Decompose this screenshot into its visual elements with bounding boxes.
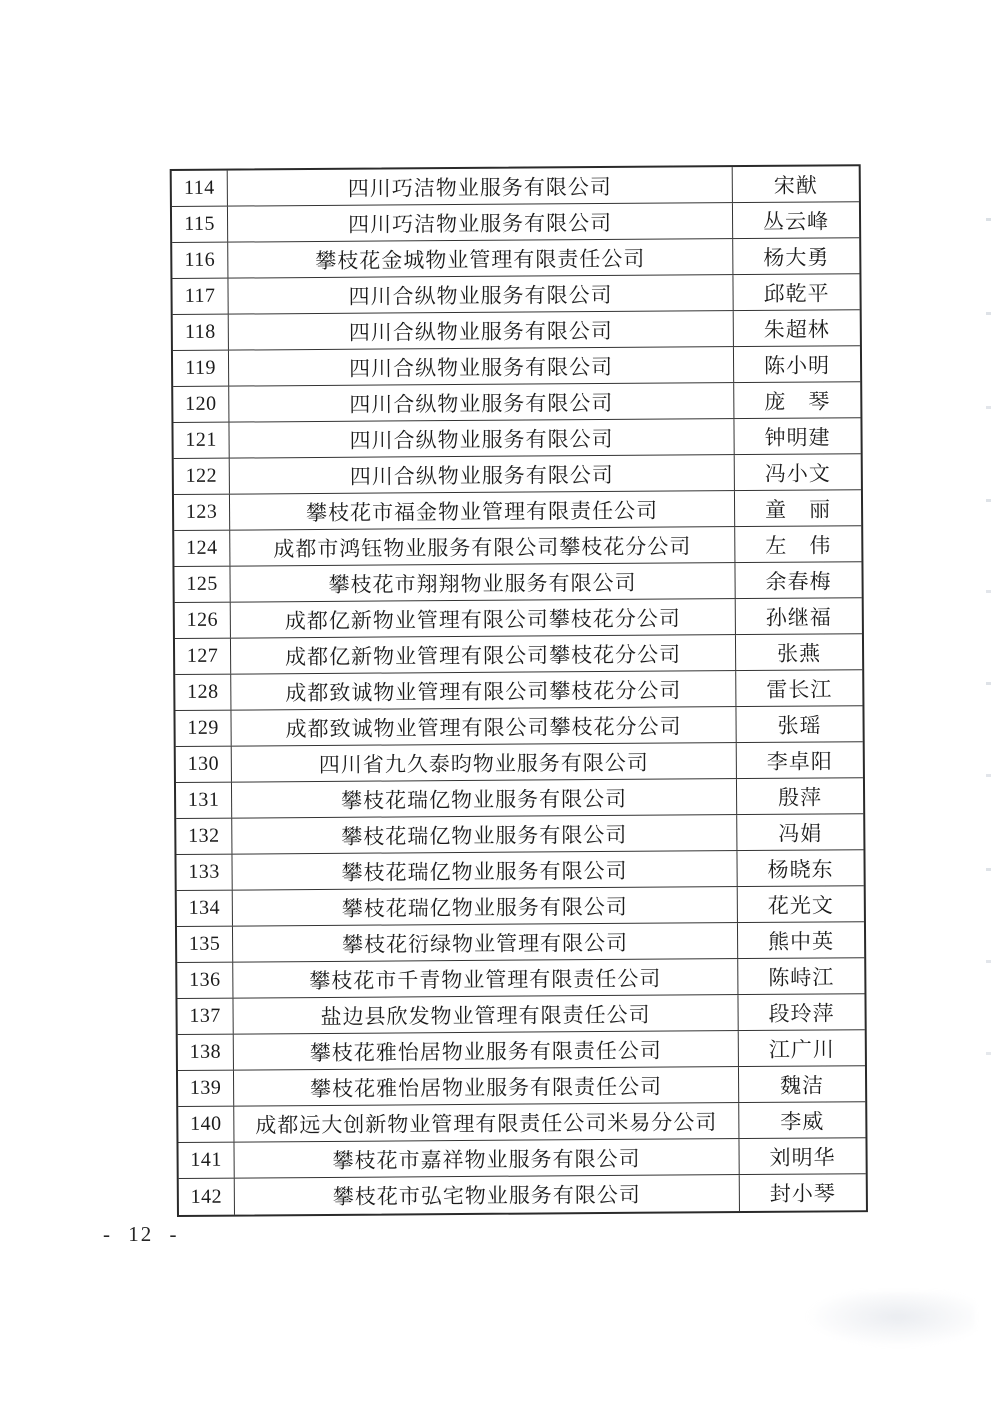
table-row	[177, 958, 864, 999]
table-cell-index: 131	[176, 783, 232, 818]
table-row	[172, 202, 859, 243]
table-row	[174, 526, 861, 567]
table-cell-person: 冯娟	[778, 820, 823, 846]
scan-edge-artifacts	[986, 218, 991, 221]
table-cell-person: 孙继福	[765, 604, 832, 630]
table-row	[178, 1138, 865, 1179]
companies-table	[170, 164, 868, 1217]
table-cell-index: 128	[175, 675, 231, 710]
table-cell-company: 攀枝花瑞亿物业服务有限公司	[232, 779, 737, 818]
table-row	[178, 1030, 865, 1071]
table-cell-company: 成都亿新物业管理有限公司攀枝花分公司	[231, 635, 736, 674]
table-row	[177, 886, 864, 927]
table-cell-person: 杨晓东	[767, 856, 834, 882]
table-cell-person: 宋猷	[773, 173, 818, 198]
table-row	[176, 814, 863, 855]
table-cell-person: 封小琴	[769, 1181, 836, 1206]
table-cell-company: 盐边县欣发物业管理有限责任公司	[233, 995, 738, 1034]
table-row	[175, 634, 862, 675]
table-cell-person: 殷萍	[778, 784, 823, 810]
table-row	[172, 166, 859, 207]
table-row	[175, 670, 862, 711]
table-cell-company: 攀枝花市嘉祥物业服务有限公司	[234, 1139, 739, 1178]
table-cell-company: 成都远大创新物业管理有限责任公司米易分公司	[234, 1103, 739, 1142]
table-cell-index: 117	[172, 279, 228, 314]
table-cell-person: 童 丽	[764, 496, 832, 522]
table-row	[176, 742, 863, 783]
table-row	[179, 1174, 866, 1215]
table-cell-index: 133	[176, 855, 232, 890]
table-cell-index: 121	[173, 423, 229, 458]
table-cell-index: 137	[177, 999, 233, 1034]
table-cell-company: 成都致诚物业管理有限公司攀枝花分公司	[231, 671, 736, 710]
table-cell-company: 成都亿新物业管理有限公司攀枝花分公司	[231, 599, 736, 638]
table-cell-person: 丛云峰	[762, 208, 830, 234]
table-cell-index: 120	[173, 387, 229, 422]
table-cell-person: 左 伟	[765, 532, 832, 558]
table-cell-index: 124	[174, 531, 230, 566]
table-cell-person: 刘明华	[769, 1144, 836, 1170]
table-cell-person: 张燕	[776, 640, 822, 666]
table-cell-index: 141	[178, 1143, 234, 1178]
table-row	[174, 454, 861, 495]
table-cell-person: 余春梅	[765, 568, 832, 594]
table-cell-index: 125	[174, 567, 230, 602]
table-cell-index: 114	[172, 171, 228, 206]
table-cell-index: 122	[174, 459, 230, 494]
table-cell-index: 134	[177, 891, 233, 926]
table-cell-index: 118	[173, 315, 229, 350]
table-cell-company: 四川省九久泰昀物业服务有限公司	[232, 743, 737, 782]
table-cell-person: 陈峙江	[768, 964, 835, 990]
table-cell-person: 花光文	[767, 892, 834, 918]
table-cell-index: 138	[178, 1035, 234, 1070]
table-row	[173, 418, 860, 459]
table-cell-company: 四川合纵物业服务有限公司	[229, 311, 734, 350]
table-row	[173, 382, 860, 423]
table-cell-person: 江广川	[768, 1036, 835, 1062]
table-cell-company: 四川合纵物业服务有限公司	[229, 419, 734, 458]
table-cell-company: 四川巧洁物业服务有限公司	[228, 203, 733, 242]
table-row	[173, 346, 860, 387]
table-row	[178, 1102, 865, 1143]
table-cell-person: 朱超林	[763, 316, 830, 342]
table-cell-person: 熊中英	[768, 928, 835, 954]
table-cell-index: 123	[174, 495, 230, 530]
table-cell-company: 攀枝花衍绿物业管理有限公司	[233, 923, 738, 962]
table-cell-person: 段玲萍	[768, 1000, 835, 1026]
table-cell-person: 邱乾平	[763, 280, 830, 306]
table-cell-index: 119	[173, 351, 229, 386]
table-cell-company: 攀枝花市弘宅物业服务有限公司	[235, 1175, 740, 1215]
table-cell-person: 李卓阳	[766, 748, 833, 774]
table-cell-person: 冯小文	[764, 460, 831, 486]
page-number: - 12 -	[103, 1222, 179, 1246]
table-cell-company: 攀枝花雅怡居物业服务有限责任公司	[234, 1031, 739, 1070]
table-cell-person: 雷长江	[766, 676, 833, 702]
table-cell-company: 四川合纵物业服务有限公司	[228, 275, 733, 314]
table-row	[174, 490, 861, 531]
scan-smudge-artifact	[805, 1292, 975, 1347]
table-row	[176, 850, 863, 891]
table-cell-index: 129	[175, 711, 231, 746]
table-cell-company: 四川合纵物业服务有限公司	[230, 455, 735, 494]
table-cell-index: 135	[177, 927, 233, 962]
table-row	[172, 238, 859, 279]
table-cell-index: 139	[178, 1071, 234, 1106]
table-cell-index: 136	[177, 963, 233, 998]
table-cell-company: 攀枝花雅怡居物业服务有限责任公司	[234, 1067, 739, 1106]
table-cell-index: 130	[176, 747, 232, 782]
table-cell-company: 四川合纵物业服务有限公司	[229, 347, 734, 386]
table-row	[176, 778, 863, 819]
table-cell-index: 140	[178, 1107, 234, 1142]
table-cell-person: 张瑶	[777, 712, 822, 738]
table-row	[177, 994, 864, 1035]
table-cell-index: 132	[176, 819, 232, 854]
table-row	[178, 1066, 865, 1107]
table-cell-person: 杨大勇	[763, 244, 830, 270]
table-cell-index: 115	[172, 207, 228, 242]
table-cell-company: 攀枝花金城物业管理有限责任公司	[228, 239, 733, 278]
table-cell-person: 庞 琴	[764, 388, 831, 414]
table-row	[177, 922, 864, 963]
table-cell-index: 127	[175, 639, 231, 674]
table-cell-company: 攀枝花市翔翔物业服务有限公司	[230, 563, 735, 602]
table-cell-company: 攀枝花瑞亿物业服务有限公司	[232, 815, 737, 854]
table-row	[174, 562, 861, 603]
table-cell-company: 四川巧洁物业服务有限公司	[228, 167, 733, 206]
table-cell-person: 陈小明	[763, 352, 831, 378]
table-row	[172, 274, 859, 315]
table-cell-company: 攀枝花市福金物业管理有限责任公司	[230, 491, 735, 530]
table-row	[175, 706, 862, 747]
table-cell-index: 126	[175, 603, 231, 638]
table-cell-index: 142	[179, 1179, 235, 1215]
table-cell-company: 攀枝花市千青物业管理有限责任公司	[233, 959, 738, 998]
table-cell-company: 攀枝花瑞亿物业服务有限公司	[233, 887, 738, 926]
table-cell-person: 李威	[780, 1108, 825, 1134]
table-cell-index: 116	[172, 243, 228, 278]
table-cell-person: 钟明建	[764, 424, 831, 450]
table-cell-company: 攀枝花瑞亿物业服务有限公司	[232, 851, 737, 890]
table-cell-person: 魏洁	[780, 1072, 825, 1098]
table-row	[173, 310, 860, 351]
table-cell-company: 成都市鸿钰物业服务有限公司攀枝花分公司	[230, 527, 735, 566]
table-cell-company: 成都致诚物业管理有限公司攀枝花分公司	[231, 707, 736, 746]
table-row	[175, 598, 862, 639]
table-cell-company: 四川合纵物业服务有限公司	[229, 383, 734, 422]
